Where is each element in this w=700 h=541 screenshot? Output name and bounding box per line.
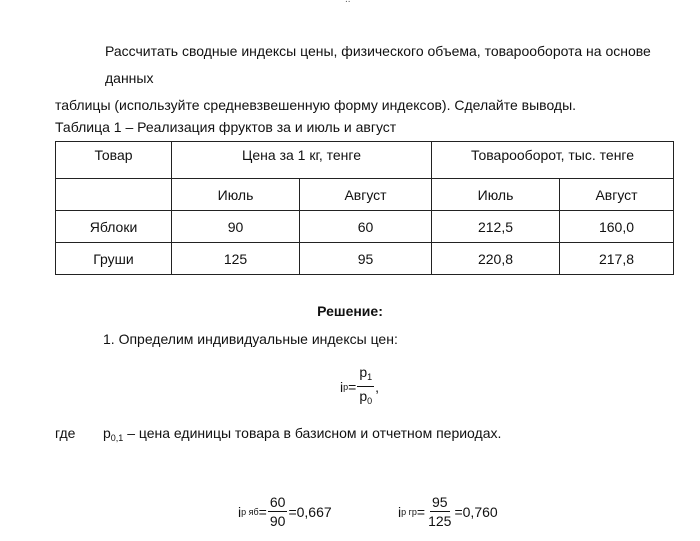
calc-result: =0,760 [454, 503, 498, 520]
calc-fraction [426, 494, 453, 529]
where-symbol: p [103, 425, 111, 441]
cell-turnover-august: 160,0 [560, 211, 674, 243]
task-line-1: Рассчитать сводные индексы цены, физического объема, товарооборота на основе данных [105, 43, 651, 86]
cell-turnover-july: 212,5 [432, 211, 560, 243]
step-1-text: 1. Определим индивидуальные индексы цен: [103, 331, 398, 347]
apple-price-index [238, 494, 332, 529]
fruit-sales-table [55, 141, 674, 275]
calc-result: =0,667 [288, 503, 332, 520]
price-index-formula [340, 364, 379, 409]
cell-price-july: 90 [172, 211, 300, 243]
where-definition [103, 425, 501, 443]
header-turnover: Товарооборот, тыс. тенге [432, 142, 674, 179]
formula-eq: = [348, 378, 357, 395]
calc-eq: = [416, 503, 426, 520]
subheader-turnover-august: Август [560, 179, 674, 211]
cell-price-july: 125 [172, 243, 300, 275]
where-text: – цена единицы товара в базисном и отчетном периодах. [123, 425, 502, 441]
formula-tail: , [375, 378, 380, 395]
subheader-turnover-july: Июль [432, 179, 560, 211]
task-statement [55, 38, 685, 119]
table-header-row [56, 142, 674, 179]
calc-denominator: 90 [269, 513, 286, 529]
formula-numerator [357, 364, 374, 387]
calc-numerator: 95 [432, 494, 448, 510]
header-product: Товар [56, 142, 172, 179]
cell-price-august: 95 [300, 243, 432, 275]
cell-product: Яблоки [56, 211, 172, 243]
calc-lhs: i [398, 503, 402, 520]
solution-title: Решение: [317, 303, 383, 319]
cell-product: Груши [56, 243, 172, 275]
cell-turnover-july: 220,8 [432, 243, 560, 275]
table-subheader-row [56, 179, 674, 211]
formula-den-sub: 0 [367, 396, 373, 406]
calc-lhs-sub: p яб [241, 506, 259, 517]
calc-eq: = [258, 503, 267, 520]
page-marker [345, 0, 351, 5]
formula-den-sym: p [359, 388, 368, 404]
header-price: Цена за 1 кг, тенге [172, 142, 432, 179]
calc-denominator: 125 [428, 513, 452, 529]
calc-lhs: i [238, 503, 242, 520]
subheader-price-august: Август [300, 179, 432, 211]
cell-turnover-august: 217,8 [560, 243, 674, 275]
where-word: где [55, 425, 76, 441]
table-row [56, 243, 674, 275]
table-row [56, 211, 674, 243]
formula-num-sym: p [359, 364, 368, 380]
subheader-price-july: Июль [172, 179, 300, 211]
formula-fraction [357, 364, 374, 409]
cell-price-august: 60 [300, 211, 432, 243]
calc-lhs-sub: p гр [401, 506, 417, 517]
formula-denominator [357, 387, 374, 409]
calc-numerator: 60 [269, 494, 286, 510]
task-line-2: таблицы (используйте средневзвешенную форму индексов). Сделайте выводы. [55, 97, 577, 113]
formula-lhs: i [340, 378, 344, 395]
pear-price-index [398, 494, 498, 529]
where-symbol-sub: 0,1 [110, 433, 124, 443]
table-caption: Таблица 1 – Реализация фруктов за и июль и август [55, 119, 397, 135]
formula-lhs-sub: p [343, 381, 349, 392]
subheader-empty [56, 179, 172, 211]
formula-num-sub: 1 [367, 372, 373, 382]
calc-fraction [268, 494, 288, 529]
